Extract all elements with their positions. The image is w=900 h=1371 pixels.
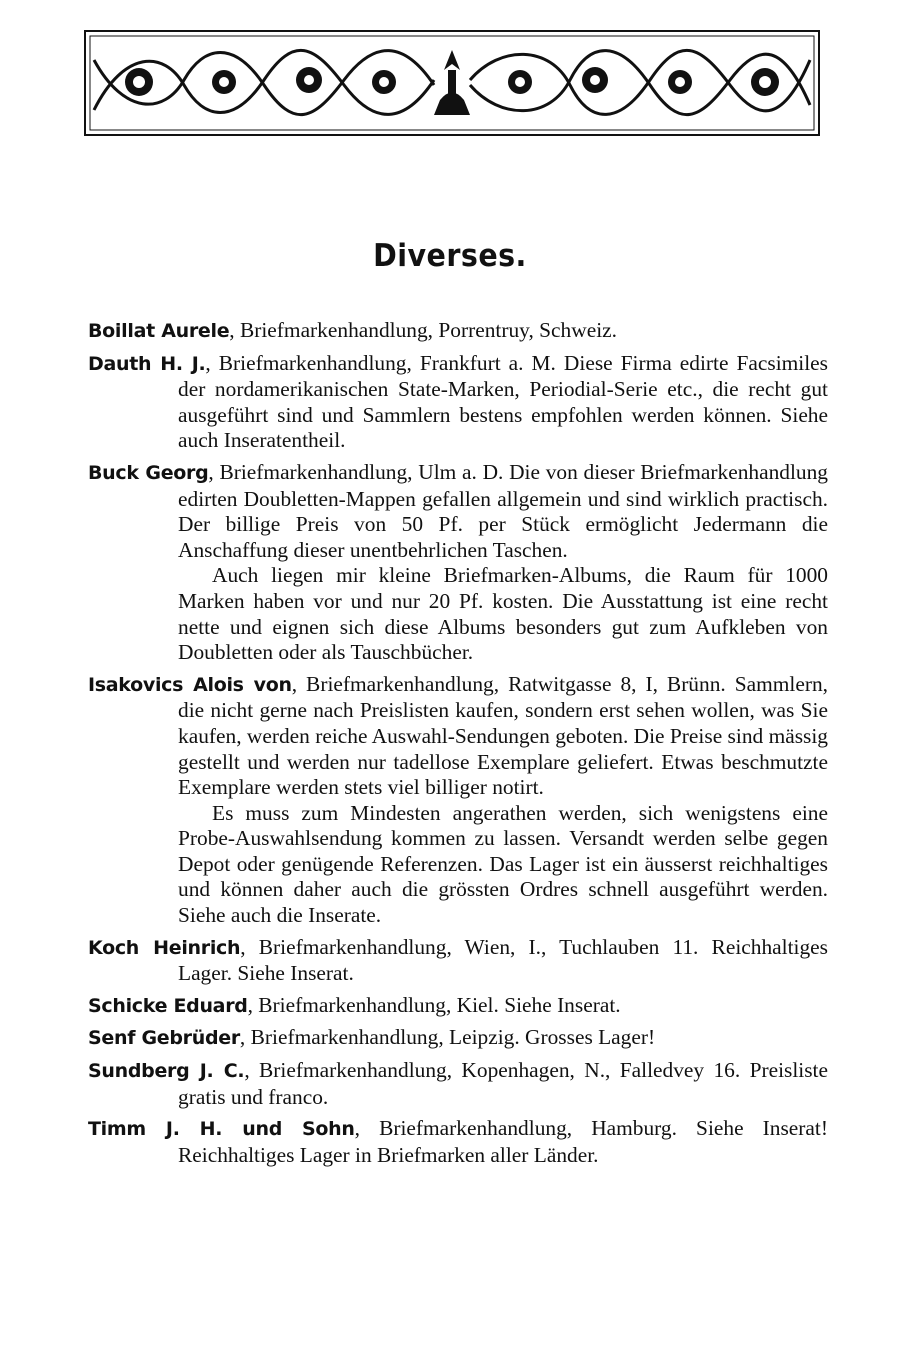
page-title: Diverses. — [373, 238, 527, 274]
dealer-description: , Briefmarkenhandlung, Frankfurt a. M. Diese Firma edirte Facsimiles der nordamerikanischen State-Marken, Periodial-Serie etc., die recht gut ausgeführt sind und Sammlern bestens empfohlen werden können. Siehe auch Inseratentheil. — [178, 350, 828, 453]
list-item — [88, 1058, 828, 1110]
dealer-name: Senf Gebrüder — [88, 1027, 240, 1050]
list-item — [88, 993, 828, 1020]
dealer-name: Isakovics Alois von — [88, 673, 292, 696]
list-item — [88, 318, 828, 345]
dealer-description-continued: Auch liegen mir kleine Briefmarken-Albums, die Raum für 1000 Marken haben vor und nur 20 Pf. kosten. Die Ausstattung ist eine recht nette und eignen sich diese Albums besonders gut zum Aufkleben von Doubletten oder als Tauschbücher. — [178, 563, 828, 665]
dealer-name: Koch Heinrich — [88, 936, 241, 959]
dealer-description: , Briefmarkenhandlung, Porrentruy, Schweiz. — [229, 318, 617, 342]
dealer-description: , Briefmarkenhandlung, Hamburg. Siehe Inserat! Reichhaltiges Lager in Briefmarken aller Länder. — [178, 1116, 828, 1167]
dealer-name: Buck Georg — [88, 461, 209, 484]
dealer-name: Dauth H. J. — [88, 352, 206, 375]
dealer-description: , Briefmarkenhandlung, Wien, I., Tuchlauben 11. Reichhaltiges Lager. Siehe Inserat. — [178, 934, 828, 986]
list-item — [88, 351, 828, 454]
list-item — [88, 1025, 828, 1052]
dealer-description-continued: Es muss zum Mindesten angerathen werden, sich wenigstens eine Probe-Auswahlsendung kommen zu lassen. Versandt werden selbe gegen Depot oder genügende Referenzen. Das Lager ist ein äusserst reichhaltiges und können daher auch die grössten Ordres schnell ausgeführt werden. Siehe auch die Inserate. — [178, 800, 828, 928]
dealer-description: , Briefmarkenhandlung, Leipzig. Grosses Lager! — [239, 1025, 656, 1050]
directory-list — [88, 318, 828, 1174]
dealer-name: Schicke Eduard — [88, 994, 248, 1017]
dealer-name: Sundberg J. C. — [88, 1060, 245, 1083]
list-item — [88, 1116, 828, 1168]
dealer-description: , Briefmarkenhandlung, Ulm a. D. Die von dieser Briefmarkenhandlung edirten Doubletten-Mappen gefallen allgemein und sind wirklich practisch. Der billige Preis von 50 Pf. per Stück ermöglicht Jedermann die Anschaffung dieser unentbehrlichen Taschen. — [178, 459, 828, 562]
dealer-description: , Briefmarkenhandlung, Ratwitgasse 8, I, Brünn. Sammlern, die nicht gerne nach Preislisten kaufen, sondern erst sehen wollen, was Sie kaufen, werden reiche Auswahl-Sendungen geboten. Die Preise sind mässig gestellt und werden nur tadellose Exemplare geliefert. Etwas beschmutzte Exemplare werden stets viel billiger notirt. — [178, 671, 829, 800]
list-item — [88, 672, 828, 929]
dealer-description: , Briefmarkenhandlung, Kiel. Siehe Inserat. — [247, 992, 621, 1017]
floral-scroll-ornament-icon — [84, 30, 820, 136]
dealer-name: Timm J. H. und Sohn — [88, 1118, 355, 1141]
list-item — [88, 460, 828, 666]
dealer-description: , Briefmarkenhandlung, Kopenhagen, N., Falledvey 16. Preisliste gratis und franco. — [178, 1058, 828, 1109]
list-item — [88, 935, 828, 987]
dealer-name: Boillat Aurele — [88, 320, 230, 342]
